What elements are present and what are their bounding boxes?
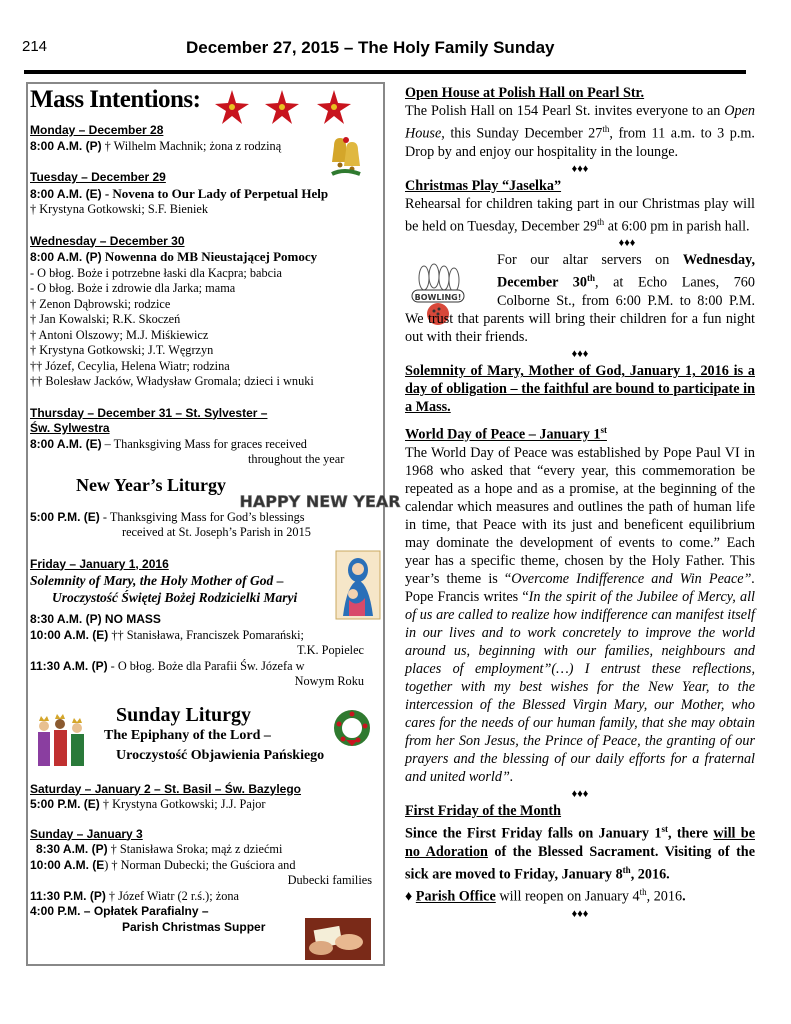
parish-office-label: Parish Office bbox=[415, 889, 496, 906]
header-rule bbox=[24, 70, 746, 74]
monday-section bbox=[30, 123, 382, 154]
thursday-section bbox=[30, 406, 382, 468]
paragraph-text: Wednesday, December 30 bbox=[497, 252, 755, 292]
oplatek-cont: Parish Christmas Supper bbox=[122, 919, 266, 934]
new-year-section bbox=[30, 474, 382, 541]
paragraph-text: Open House bbox=[405, 103, 755, 142]
banner-text: HAPPY NEW YEAR bbox=[239, 492, 401, 511]
diamond-bullet: ♦ bbox=[405, 889, 416, 906]
mass-time: 5:00 P.M. (E) bbox=[30, 797, 100, 811]
divider: ♦♦♦ bbox=[571, 787, 589, 800]
superscript: th bbox=[586, 273, 595, 284]
intention-text: † Stanisława Sroka; mąż z dziećmi bbox=[107, 842, 283, 856]
day-heading: Sunday – January 3 bbox=[30, 826, 143, 841]
paragraph-text: The Polish Hall on 154 Pearl St. invites everyone to an bbox=[405, 103, 725, 119]
paragraph-text: will be no Adoration bbox=[405, 825, 755, 860]
intention-cont: received at St. Joseph’s Parish in 2015 bbox=[122, 525, 311, 539]
intention-line: - O błog. Boże i potrzebne łaski dla Kacpra; babcia bbox=[30, 265, 282, 280]
intention-line: † Antoni Olszowy; M.J. Miśkiewicz bbox=[30, 327, 209, 342]
superscript: th bbox=[639, 887, 647, 898]
solemnity-title: Solemnity of Mary, the Holy Mother of God bbox=[30, 573, 274, 588]
friday-section bbox=[30, 557, 382, 690]
paragraph-text: Pope Francis writes “ bbox=[405, 588, 529, 605]
sunday-section bbox=[30, 827, 382, 936]
mass-intentions-title: Mass Intentions: bbox=[30, 86, 201, 113]
paragraph-text: , from 11 a.m. to 3 p.m. Drop by and enjoy our hospitality in the lounge. bbox=[405, 125, 755, 160]
intention-line: † Zenon Dąbrowski; rodzice bbox=[30, 296, 171, 311]
no-mass-line: 8:30 A.M. (P) NO MASS bbox=[30, 612, 161, 626]
intention-cont: Dubecki families bbox=[287, 873, 372, 887]
wednesday-section bbox=[30, 234, 382, 390]
oplatek-line: 4:00 P.M. – Opłatek Parafialny – bbox=[30, 904, 209, 918]
intention-cont: Nowym Roku bbox=[294, 674, 364, 688]
paragraph-text: Since the First Friday falls on January 1 bbox=[405, 825, 662, 842]
superscript: th bbox=[597, 216, 605, 227]
page-title: December 27, 2015 – The Holy Family Sunday bbox=[186, 38, 555, 57]
paragraph-text: at 6:00 pm in parish hall. bbox=[604, 218, 750, 235]
epiphany-title-polish: Uroczystość Objawienia Pańskiego bbox=[116, 747, 325, 763]
open-house-section bbox=[405, 84, 755, 161]
mass-time: 8:00 A.M. (E) bbox=[30, 436, 102, 451]
world-peace-heading: World Day of Peace – January 1 bbox=[405, 426, 601, 443]
tuesday-section bbox=[30, 170, 382, 218]
open-house-heading: Open House at Polish Hall on Pearl Str. bbox=[405, 85, 645, 101]
paragraph-text: of the Blessed Sacrament. Visiting of the sick are moved to Friday, January 8 bbox=[405, 843, 755, 883]
divider: ♦♦♦ bbox=[618, 237, 636, 250]
intention-text: † Krystyna Gotkowski; J.J. Pajor bbox=[99, 797, 266, 811]
day-heading: Friday – January 1, 2016 bbox=[30, 556, 169, 571]
announcements-column bbox=[405, 84, 755, 922]
mass-time: 5:00 P.M. (E) bbox=[30, 509, 100, 524]
title-dash: – bbox=[273, 573, 284, 588]
jaselka-section bbox=[405, 177, 755, 236]
mass-time: 11:30 A.M. (P) bbox=[30, 658, 108, 673]
intention-cont: throughout the year bbox=[248, 452, 345, 466]
day-heading: Saturday – January 2 – St. Basil – Św. Bazylego bbox=[30, 781, 302, 796]
superscript: th bbox=[622, 864, 631, 875]
mass-time: 10:00 A.M. (E bbox=[30, 857, 105, 872]
solemnity-notice: Solemnity of Mary, Mother of God, January 1, 2016 is a day of obligation – the faithful are bound to participate in a Mass. bbox=[405, 363, 755, 416]
intention-text: †† Stanisława, Franciszek Pomarański; bbox=[108, 627, 304, 642]
intention-text: † Wilhelm Machnik; żona z rodziną bbox=[101, 138, 282, 153]
intention-line: †† Bolesław Jacków, Władysław Gromala; dzieci i wnuki bbox=[30, 374, 314, 388]
paragraph-text: In the spirit of the Jubilee of Mercy, all of us are called to realize how indifference can manifest itself in our lives and to work concretely to improve the world around us, beginning with our families, neighbours and places of employment”(…) I entrust these reflections, together with my best wishes for the New Year, to the intercession of the Blessed Virgin Mary, our Mother, who cares for the needs of our human family, that she may obtain from her Son Jesus, the Prince of Peace, the granting of our prayers and the blessing of our daily efforts for a fraternal and united world”. bbox=[405, 588, 755, 785]
paragraph-text: . bbox=[682, 889, 686, 906]
day-heading: Monday – December 28 bbox=[30, 123, 164, 137]
intention-text: – Thanksgiving Mass for graces received bbox=[101, 436, 307, 451]
novena-text: Nowenna do MB Nieustającej Pomocy bbox=[101, 249, 318, 264]
paragraph-text: will reopen on January 4 bbox=[495, 889, 640, 906]
sunday-liturgy-section bbox=[30, 702, 382, 766]
intention-line: † Krystyna Gotkowski; J.T. Węgrzyn bbox=[30, 343, 214, 357]
first-friday-heading: First Friday of the Month bbox=[405, 802, 562, 819]
mass-time: 8:30 A.M. (P) bbox=[36, 842, 108, 856]
intention-text: ) † Norman Dubecki; the Guściora and bbox=[104, 857, 296, 872]
mass-time: 10:00 A.M. (E) bbox=[30, 627, 109, 642]
day-heading: Wednesday – December 30 bbox=[30, 233, 185, 248]
mass-intentions-column bbox=[30, 86, 382, 935]
jaselka-heading: Christmas Play “Jaselka” bbox=[405, 177, 562, 194]
day-heading-polish: Św. Sylwestra bbox=[30, 421, 110, 435]
mass-time: 8:00 A.M. (P) bbox=[30, 138, 102, 153]
intention-text: † Krystyna Gotkowski; S.F. Bieniek bbox=[30, 202, 209, 216]
divider: ♦♦♦ bbox=[571, 908, 589, 921]
intention-line: † Jan Kowalski; R.K. Skoczeń bbox=[30, 312, 181, 326]
novena-text: - Novena to Our Lady of Perpetual Help bbox=[101, 185, 329, 201]
bowling-float bbox=[405, 251, 497, 305]
paragraph-text: , 2016. bbox=[630, 866, 670, 883]
page-number: 214 bbox=[22, 38, 48, 55]
intention-text: † Józef Wiatr (2 r.ś.); żona bbox=[105, 888, 239, 903]
day-heading: Thursday – December 31 – St. Sylvester – bbox=[30, 405, 268, 420]
paragraph-text: , at Echo Lanes, 760 Colborne St., from 6:00 P.M. to 8:00 P.M. We trust that parents will bring their children for a fun night out with their friends. bbox=[405, 275, 755, 346]
superscript: st bbox=[600, 425, 607, 436]
paragraph-text: For our altar servers on bbox=[497, 252, 683, 269]
paragraph-text: , there bbox=[667, 825, 714, 842]
bowling-section bbox=[405, 251, 755, 346]
divider: ♦♦♦ bbox=[571, 162, 589, 175]
intention-line: - O błog. Boże i zdrowie dla Jarka; mama bbox=[30, 281, 236, 295]
paragraph-text: , this Sunday December 27 bbox=[441, 125, 603, 142]
paragraph-text: The World Day of Peace was established by Pope Paul VI in 1968 who asked that “every year, this commemoration be repeated as a hope and as a promise, at the beginning of the calendar which measures and outlines the path of human life in time, that Peace with its just and beneficent equilibrium may dominate the development of events to come.” Each year has a specific theme, chosen by the Holy Father. This year’s theme is “ bbox=[405, 444, 755, 587]
intention-cont: T.K. Popielec bbox=[296, 643, 364, 657]
world-peace-section bbox=[405, 421, 755, 786]
mass-time: 8:00 A.M. (P) bbox=[30, 250, 102, 264]
intention-text: - Thanksgiving Mass for God’s blessings bbox=[99, 509, 305, 524]
saturday-section bbox=[30, 782, 382, 813]
intention-line: †† Józef, Cecylia, Helena Wiatr; rodzina bbox=[30, 358, 230, 373]
intention-text: - O błog. Boże dla Parafii Św. Józefa w bbox=[107, 658, 305, 673]
superscript: th bbox=[602, 124, 610, 134]
mass-time: 8:00 A.M. (E) bbox=[30, 186, 102, 201]
superscript: st bbox=[661, 823, 668, 834]
bowling-sign: BOWLING! bbox=[414, 293, 462, 302]
paragraph-text: , 2016 bbox=[646, 889, 683, 906]
sunday-liturgy-title: Sunday Liturgy bbox=[116, 703, 252, 726]
divider: ♦♦♦ bbox=[571, 348, 589, 361]
mass-time: 11:30 P.M. (P) bbox=[30, 888, 106, 903]
paragraph-text: Rehearsal for children taking part in our Christmas play will be held on Tuesday, December 29 bbox=[405, 195, 755, 235]
paragraph-text: Overcome Indifference and Win Peace”. bbox=[511, 570, 755, 587]
solemnity-title-polish: Uroczystość Świętej Bożej Rodzicielki Maryi bbox=[52, 590, 298, 605]
epiphany-title: The Epiphany of the Lord – bbox=[104, 727, 271, 743]
new-year-title: New Year’s Liturgy bbox=[76, 474, 226, 495]
day-heading: Tuesday – December 29 bbox=[30, 170, 166, 184]
first-friday-section bbox=[405, 802, 755, 906]
